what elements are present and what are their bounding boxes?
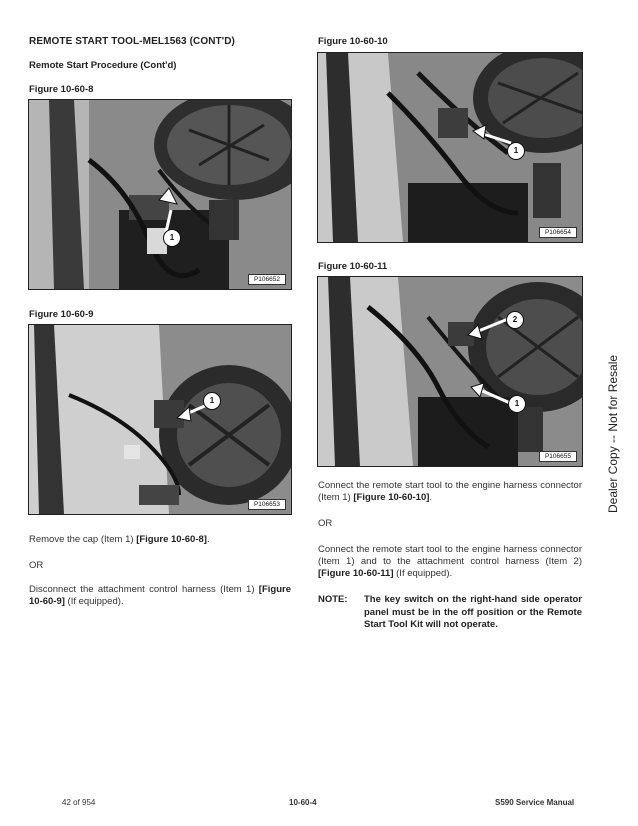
connect-both-suffix: (If equipped). [393, 568, 453, 579]
figure-11-reference: [Figure 10-60-11] [318, 568, 394, 579]
figure-10-photo [317, 52, 583, 243]
figure-8-label: Figure 10-60-8 [29, 84, 94, 95]
figure-10-reference: [Figure 10-60-10] [353, 492, 430, 503]
disconnect-harness-suffix: (If equipped). [64, 596, 124, 607]
figure-11-photo [317, 276, 583, 467]
figure-9-reference: [Figure 10-60-9] [29, 584, 291, 607]
figure-11-label: Figure 10-60-11 [318, 261, 388, 272]
figure-9-code: P106653 [248, 499, 286, 510]
figure-11-callout-1: 1 [508, 395, 526, 413]
figure-8-photo [28, 99, 292, 290]
figure-9-photo [28, 324, 292, 515]
procedure-subtitle: Remote Start Procedure (Cont'd) [29, 60, 177, 71]
figure-8-callout-1: 1 [163, 229, 181, 247]
connect-engine-period: . [429, 492, 433, 503]
figure-11-callout-2: 2 [506, 311, 524, 329]
figure-8-reference: [Figure 10-60-8] [136, 534, 207, 545]
note-label: NOTE: [318, 594, 348, 605]
connect-engine-step [318, 480, 582, 504]
connect-both-text: Connect the remote start tool to the engine harness connector (Item 1) and to the attachment control harness (Item 2) [318, 544, 582, 567]
left-or: OR [29, 560, 44, 571]
section-number: 10-60-4 [289, 798, 317, 807]
manual-title: S590 Service Manual [495, 798, 575, 807]
connect-engine-text: Connect the remote start tool to the engine harness connector (Item 1) [318, 480, 582, 503]
remove-cap-step [29, 534, 291, 546]
connect-both-step [318, 544, 582, 580]
note-text: The key switch on the right-hand side operator panel must be in the off position or the Remote Start Tool Kit will not operate. [364, 594, 582, 630]
figure-10-callout-1: 1 [507, 142, 525, 160]
disconnect-harness-text: Disconnect the attachment control harness (Item 1) [29, 584, 259, 595]
remove-cap-period: . [206, 534, 210, 545]
dealer-copy-watermark: Dealer Copy -- Not for Resale [606, 354, 620, 513]
figure-10-code: P106654 [539, 227, 577, 238]
figure-11-code: P106655 [539, 451, 577, 462]
remove-cap-text: Remove the cap (Item 1) [29, 534, 137, 545]
disconnect-harness-step [29, 584, 291, 608]
figure-10-label: Figure 10-60-10 [318, 36, 388, 47]
figure-9-label: Figure 10-60-9 [29, 309, 94, 320]
page-count: 42 of 954 [62, 798, 96, 807]
key-switch-note [318, 594, 582, 632]
figure-8-code: P106652 [248, 274, 286, 285]
section-title: REMOTE START TOOL-MEL1563 (CONT'D) [29, 36, 235, 47]
right-or: OR [318, 518, 333, 529]
figure-9-callout-1: 1 [203, 392, 221, 410]
